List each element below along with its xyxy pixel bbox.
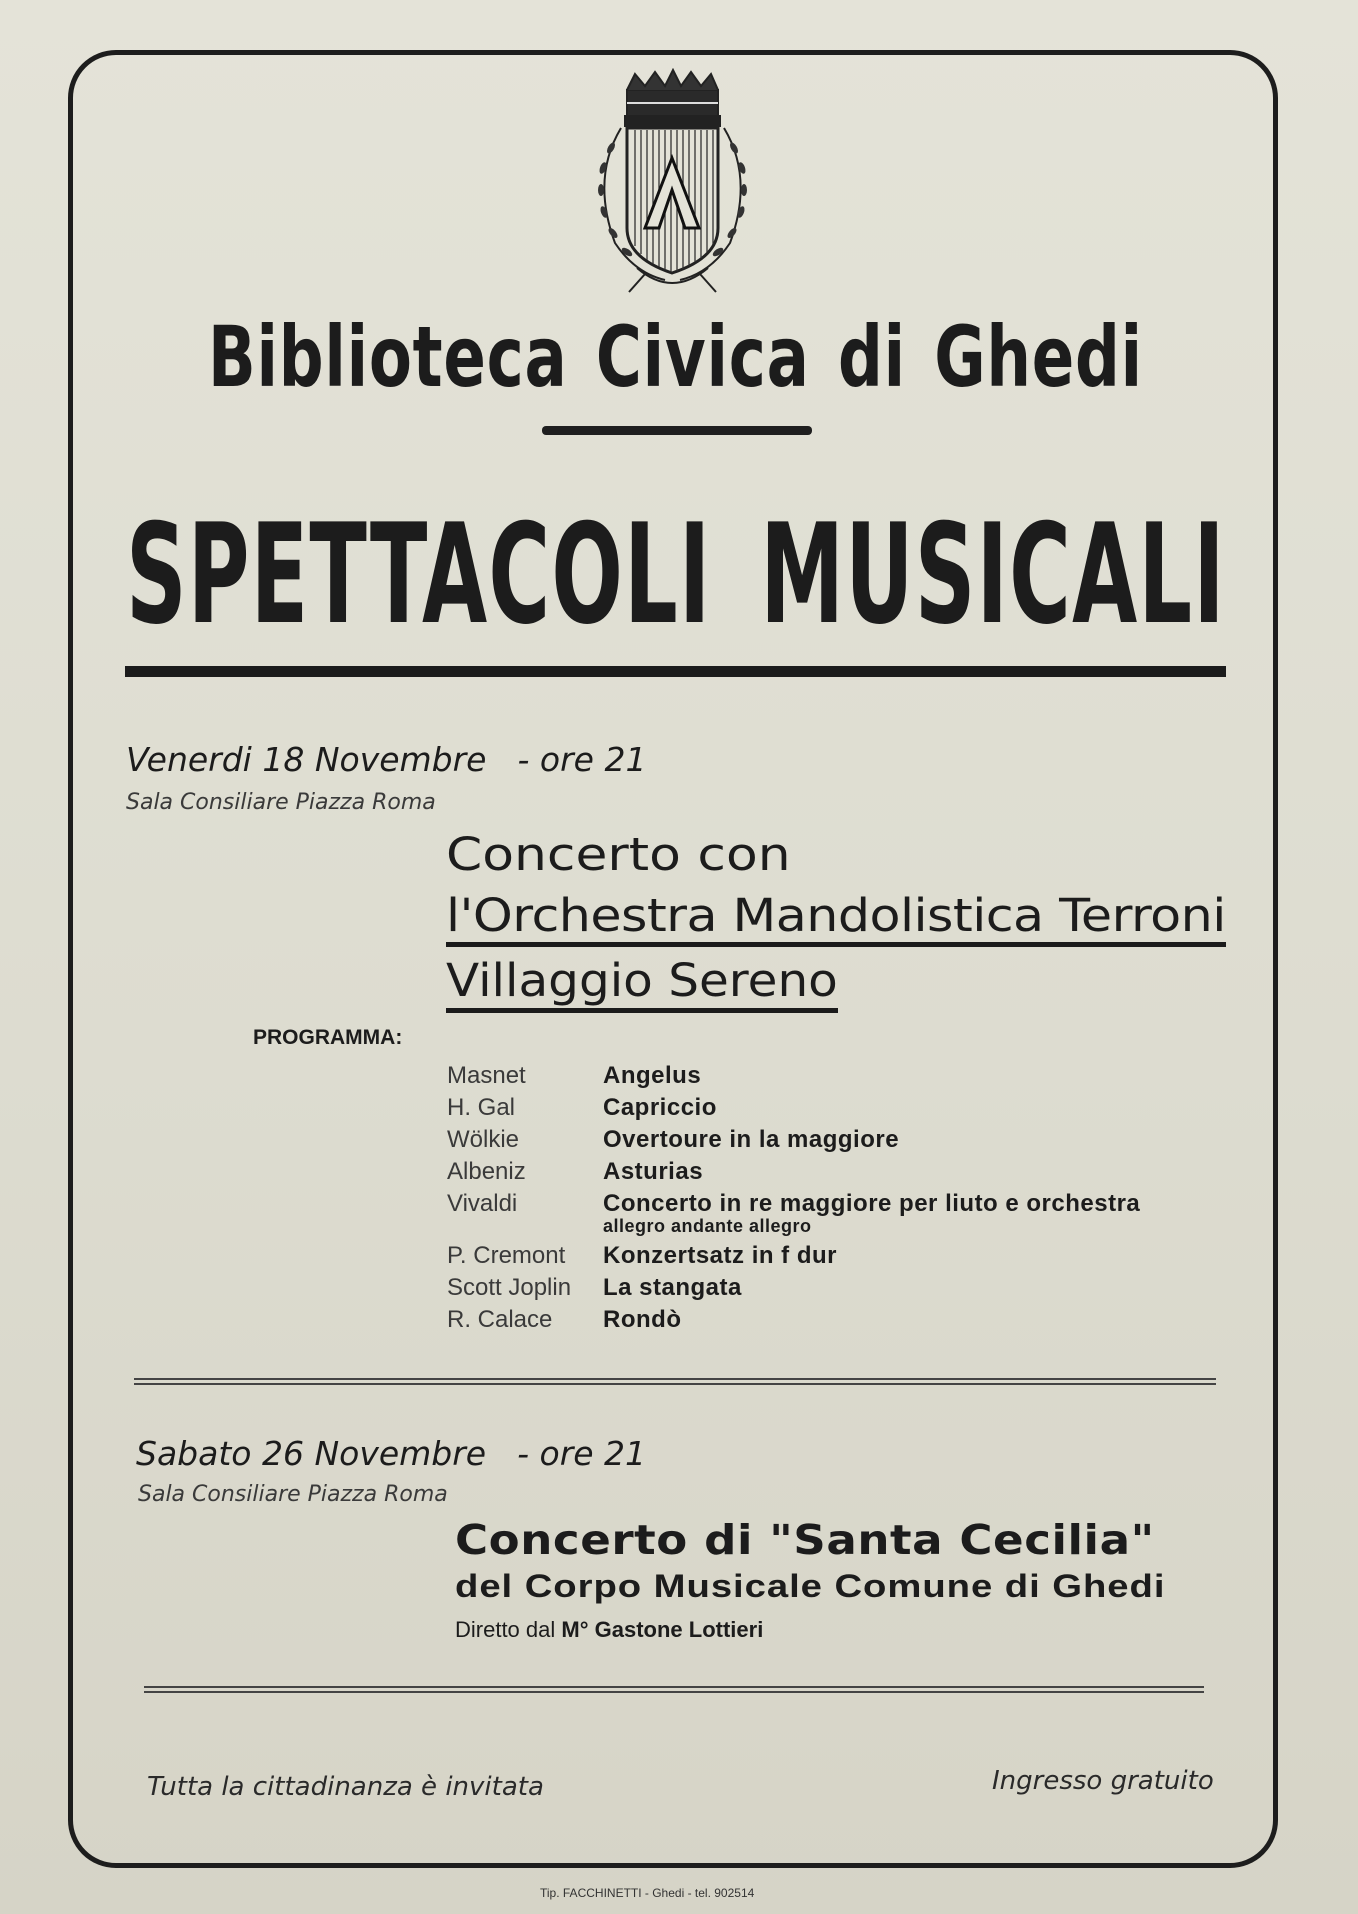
- event1-date: [126, 740, 646, 779]
- event1-venue: Sala Consiliare Piazza Roma: [126, 790, 436, 815]
- footer-divider: [144, 1686, 1204, 1693]
- event1-concert-line1: Concerto con: [446, 828, 791, 881]
- program-piece: La stangata: [603, 1274, 742, 1301]
- footer-admission: Ingresso gratuito: [992, 1766, 1214, 1796]
- program-piece: Concerto in re maggiore per liuto e orchestra: [603, 1190, 1141, 1217]
- event2-concert-line1: Concerto di "Santa Cecilia": [455, 1516, 1155, 1564]
- event2-concert-line2: del Corpo Musicale Comune di Ghedi: [455, 1568, 1166, 1604]
- director-name: M° Gastone Lottieri: [561, 1617, 764, 1642]
- program-piece: Konzertsatz in f dur: [603, 1242, 838, 1269]
- library-word: Ghedi: [934, 308, 1143, 406]
- event1-time: - ore 21: [517, 740, 647, 779]
- event1-rule-short: [446, 1008, 838, 1013]
- poster-title: [126, 494, 1226, 655]
- footer-invitation: Tutta la cittadinanza è invitata: [147, 1772, 544, 1802]
- program-piece: Capriccio: [603, 1094, 717, 1121]
- title-rule: [125, 666, 1226, 677]
- program-composer: Wölkie: [447, 1126, 520, 1153]
- library-word: Biblioteca: [208, 308, 568, 406]
- event2-time: - ore 21: [517, 1434, 647, 1473]
- program-composer: P. Cremont: [447, 1242, 566, 1269]
- program-composer: Albeniz: [447, 1158, 526, 1185]
- title-underline: [542, 426, 812, 435]
- printer-credit: Tip. FACCHINETTI - Ghedi - tel. 902514: [540, 1886, 755, 1900]
- event2-date-text: Sabato 26 Novembre: [136, 1434, 487, 1473]
- event1-concert-line3: Villaggio Sereno: [446, 954, 838, 1007]
- library-name: [208, 308, 1143, 406]
- section-divider: [134, 1378, 1216, 1385]
- title-word: MUSICALI: [760, 494, 1226, 655]
- municipal-coat-of-arms-icon: [585, 68, 760, 296]
- program-label: PROGRAMMA:: [253, 1026, 403, 1049]
- program-composer: Vivaldi: [447, 1190, 518, 1217]
- program-piece: Overtoure in la maggiore: [603, 1126, 900, 1153]
- program-composer: H. Gal: [447, 1094, 516, 1121]
- event1-rule: [446, 942, 1226, 947]
- program-piece: Angelus: [603, 1062, 702, 1089]
- event1-concert-line2: l'Orchestra Mandolistica Terroni: [446, 889, 1226, 942]
- event2-date: [136, 1434, 646, 1473]
- program-composer: Scott Joplin: [447, 1274, 572, 1301]
- program-piece: Rondò: [603, 1306, 682, 1333]
- event2-venue: Sala Consiliare Piazza Roma: [138, 1482, 448, 1507]
- program-composer: Masnet: [447, 1062, 526, 1089]
- director-prefix: Diretto dal: [455, 1617, 556, 1642]
- program-piece-movements: allegro andante allegro: [603, 1216, 812, 1236]
- title-word: SPETTACOLI: [126, 494, 712, 655]
- program-piece: Asturias: [603, 1158, 704, 1185]
- program-composer: R. Calace: [447, 1306, 553, 1333]
- event1-date-text: Venerdi 18 Novembre: [126, 740, 487, 779]
- event2-director: [455, 1617, 763, 1643]
- library-word: di: [838, 308, 906, 406]
- library-word: Civica: [595, 308, 810, 406]
